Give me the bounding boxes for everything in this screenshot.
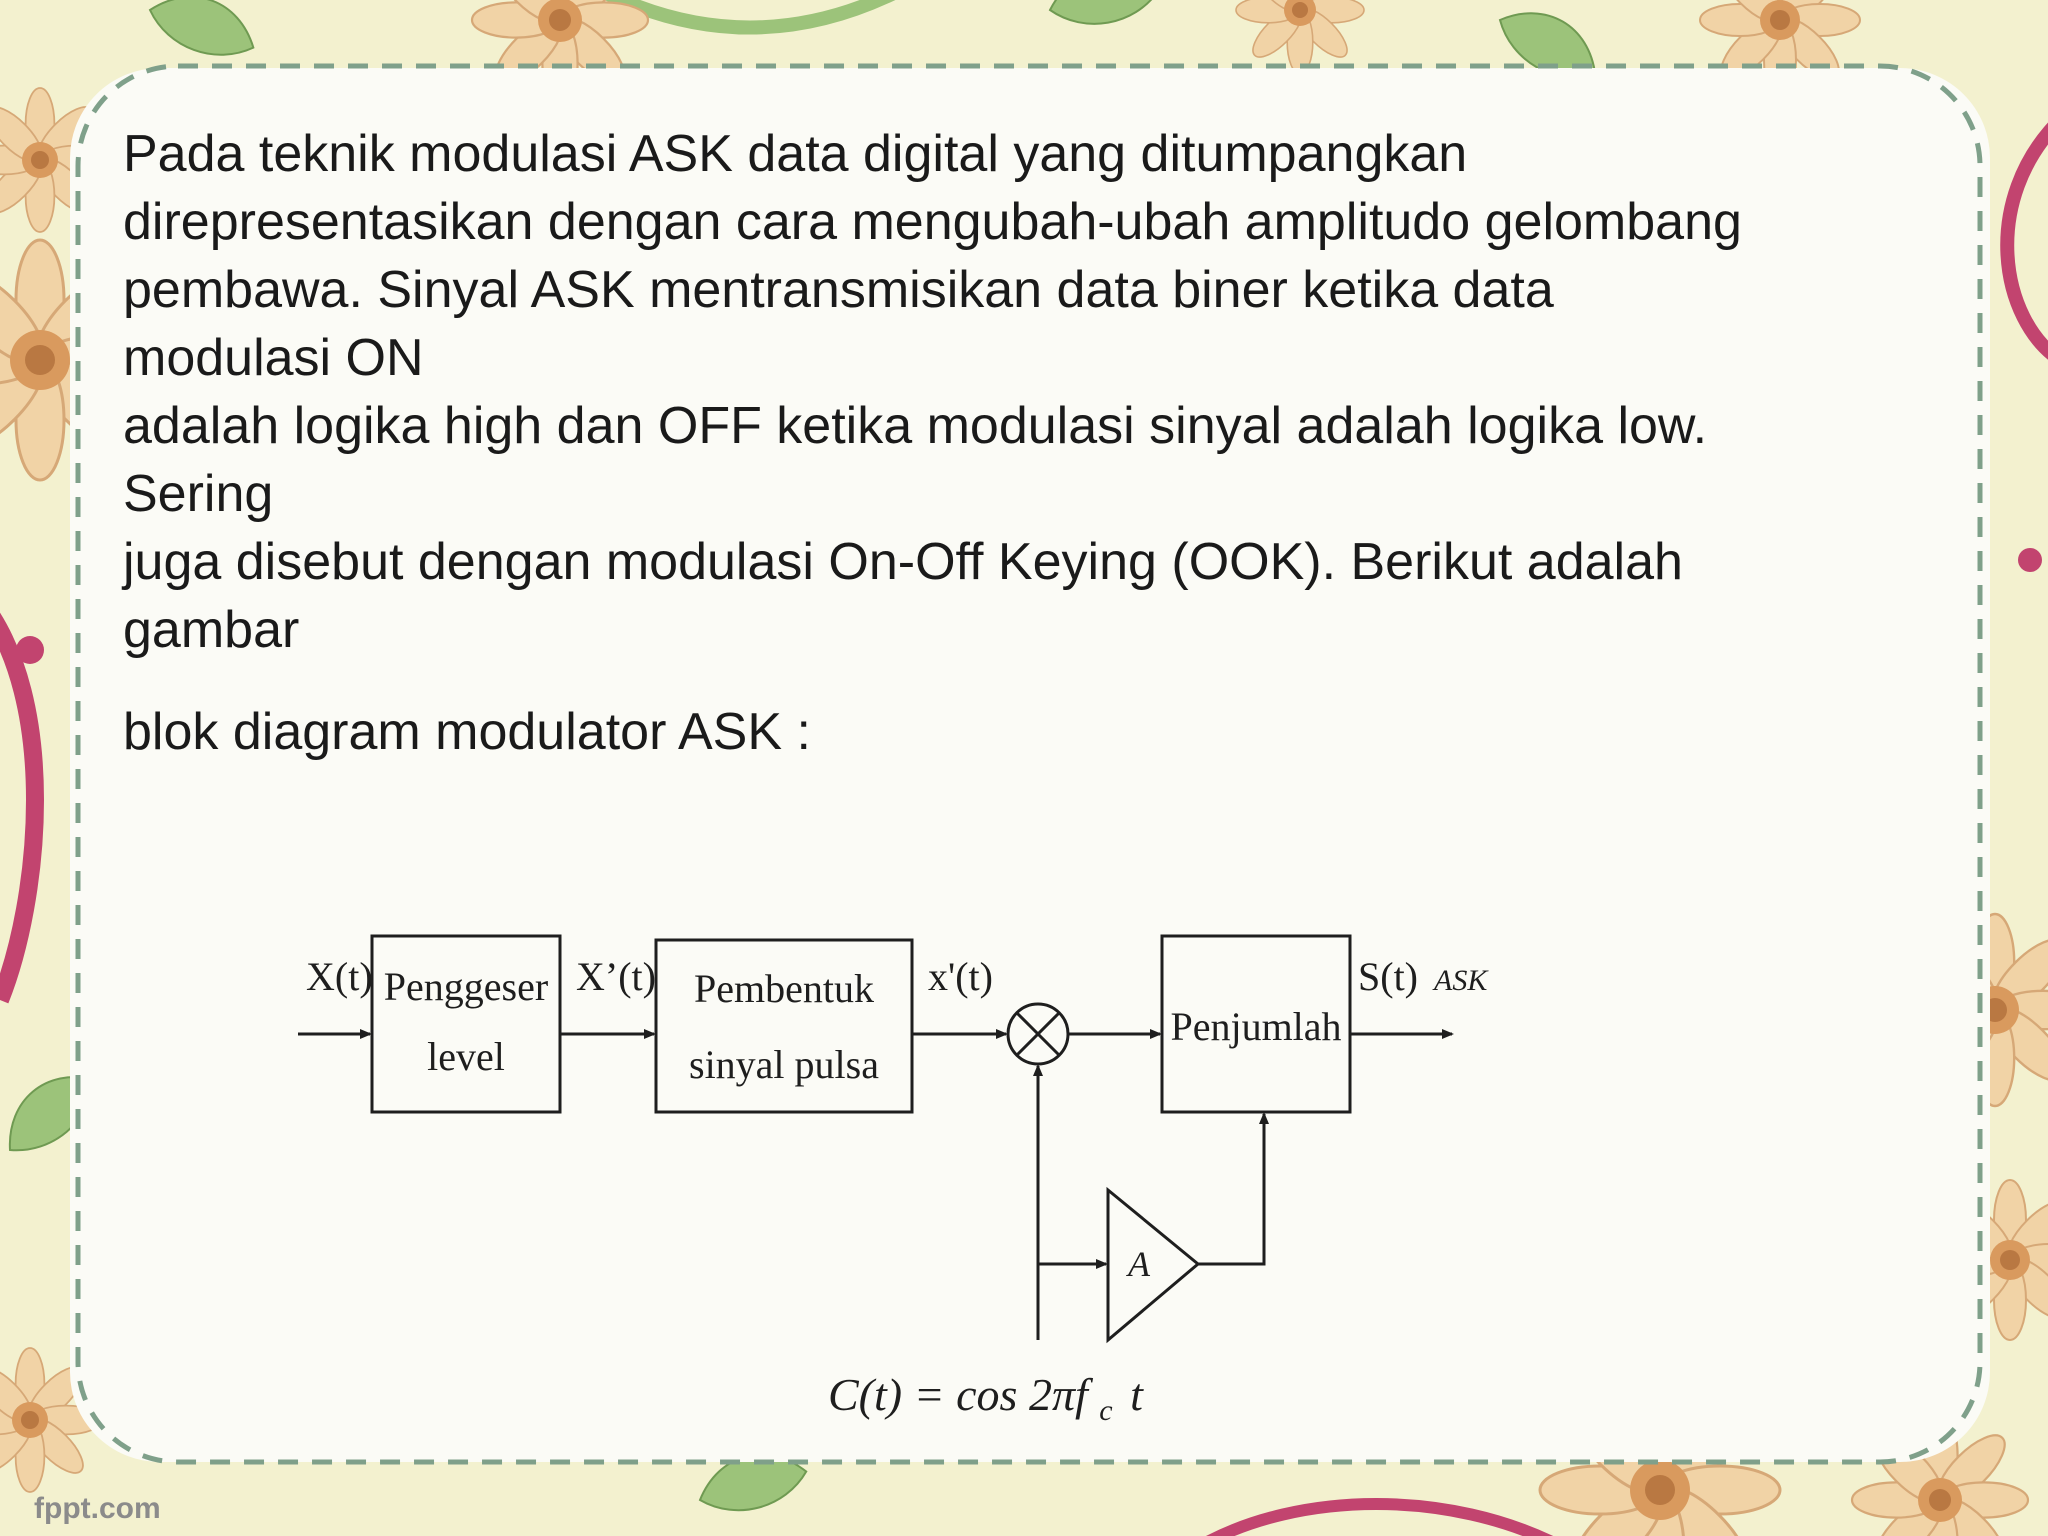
intro-paragraph <box>123 120 1742 664</box>
paragraph-line: Sering <box>123 465 274 523</box>
summer-label: Penjumlah <box>1170 1004 1342 1049</box>
paragraph-line: Pada teknik modulasi ASK data digital yang ditumpangkan <box>123 125 1468 183</box>
block1-label-line2: level <box>427 1034 505 1079</box>
input-signal-label: X(t) <box>306 954 373 999</box>
block2-label-line2: sinyal pulsa <box>689 1042 879 1087</box>
pulse-signal-label: x'(t) <box>928 954 993 999</box>
carrier-equation-variable: t <box>1130 1369 1143 1420</box>
carrier-equation-subscript: c <box>1099 1394 1113 1427</box>
amplifier-label: A <box>1128 1244 1150 1284</box>
carrier-equation-main: C(t) = cos 2πf <box>828 1369 1088 1420</box>
block1-label-line1: Penggeser <box>383 964 549 1009</box>
diagram-caption: blok diagram modulator ASK : <box>123 703 811 761</box>
block2-label-line1: Pembentuk <box>694 966 874 1011</box>
paragraph-line: pembawa. Sinyal ASK mentransmisikan data biner ketika data <box>123 261 1554 319</box>
shifted-signal-label: X’(t) <box>576 954 656 999</box>
output-signal-label <box>1358 954 1489 999</box>
level-shifter-block <box>372 936 560 1112</box>
amplifier-icon <box>1108 1190 1198 1340</box>
paragraph-line: juga disebut dengan modulasi On-Off Keying (OOK). Berikut adalah <box>123 533 1683 591</box>
carrier-equation <box>828 1369 1144 1430</box>
paragraph-line: direpresentasikan dengan cara mengubah-ubah amplitudo gelombang <box>123 193 1742 251</box>
output-label-main: S(t) <box>1358 954 1418 999</box>
watermark: fppt.com <box>34 1492 161 1525</box>
paragraph-line: gambar <box>123 601 300 659</box>
ask-modulator-block-diagram <box>280 900 1500 1440</box>
paragraph-line: modulasi ON <box>123 329 424 387</box>
output-label-suffix: ASK <box>1434 964 1488 997</box>
paragraph-line: adalah logika high dan OFF ketika modulasi sinyal adalah logika low. <box>123 397 1708 455</box>
